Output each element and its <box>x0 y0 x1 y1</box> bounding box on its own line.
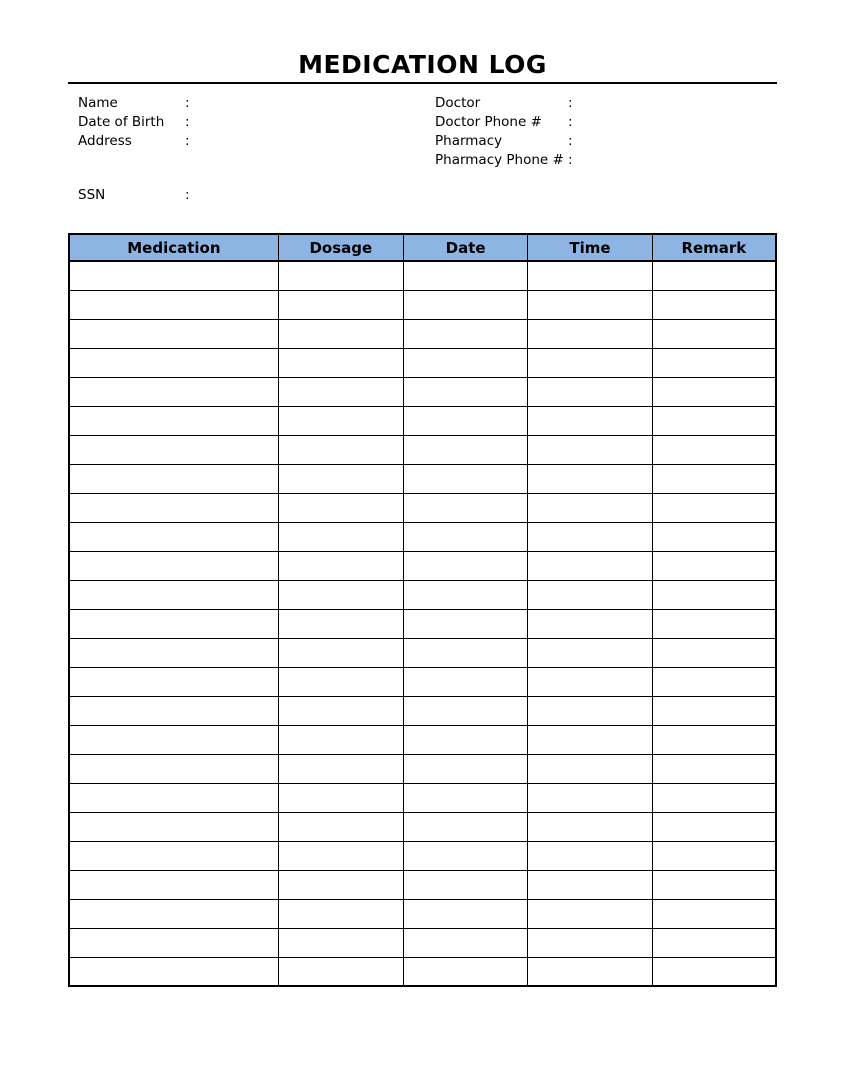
table-row <box>69 725 776 754</box>
table-row <box>69 957 776 986</box>
log-cell[interactable] <box>69 841 278 870</box>
log-cell[interactable] <box>403 812 527 841</box>
log-cell[interactable] <box>403 870 527 899</box>
log-cell[interactable] <box>652 899 776 928</box>
table-body <box>69 261 776 986</box>
log-cell[interactable] <box>528 406 652 435</box>
log-cell[interactable] <box>652 435 776 464</box>
address-colon: : <box>185 133 190 149</box>
doctor-phone-label: Doctor Phone # <box>435 114 542 130</box>
table-row <box>69 870 776 899</box>
log-cell[interactable] <box>403 725 527 754</box>
log-cell[interactable] <box>403 551 527 580</box>
log-cell[interactable] <box>278 609 403 638</box>
log-cell[interactable] <box>652 290 776 319</box>
log-cell[interactable] <box>403 609 527 638</box>
log-cell[interactable] <box>278 319 403 348</box>
log-cell[interactable] <box>69 580 278 609</box>
log-cell[interactable] <box>652 464 776 493</box>
log-cell[interactable] <box>278 348 403 377</box>
log-cell[interactable] <box>278 406 403 435</box>
log-cell[interactable] <box>69 667 278 696</box>
table-row <box>69 319 776 348</box>
table-row <box>69 928 776 957</box>
title-divider <box>68 82 777 84</box>
log-cell[interactable] <box>652 406 776 435</box>
log-cell[interactable] <box>528 812 652 841</box>
log-cell[interactable] <box>278 435 403 464</box>
log-cell[interactable] <box>403 957 527 986</box>
log-cell[interactable] <box>403 319 527 348</box>
log-cell[interactable] <box>278 899 403 928</box>
log-cell[interactable] <box>528 609 652 638</box>
table-row <box>69 841 776 870</box>
log-cell[interactable] <box>528 696 652 725</box>
table-row <box>69 696 776 725</box>
log-cell[interactable] <box>652 870 776 899</box>
log-cell[interactable] <box>403 899 527 928</box>
log-cell[interactable] <box>403 261 527 290</box>
log-cell[interactable] <box>528 319 652 348</box>
doctor-phone-value[interactable] <box>582 113 742 132</box>
table-row <box>69 406 776 435</box>
log-cell[interactable] <box>403 348 527 377</box>
date-of-birth-label: Date of Birth <box>78 114 165 130</box>
log-cell[interactable] <box>528 870 652 899</box>
log-cell[interactable] <box>69 638 278 667</box>
date-of-birth-field <box>78 113 359 132</box>
pharmacy-phone-value[interactable] <box>582 151 742 170</box>
table-row <box>69 667 776 696</box>
log-cell[interactable] <box>278 638 403 667</box>
log-cell[interactable] <box>528 464 652 493</box>
log-cell[interactable] <box>403 435 527 464</box>
ssn-label: SSN <box>78 187 106 203</box>
log-cell[interactable] <box>652 841 776 870</box>
pharmacy-phone-label: Pharmacy Phone # <box>435 152 564 168</box>
log-cell[interactable] <box>278 580 403 609</box>
pharmacy-value[interactable] <box>582 132 742 151</box>
log-cell[interactable] <box>652 609 776 638</box>
log-cell[interactable] <box>278 551 403 580</box>
log-cell[interactable] <box>652 319 776 348</box>
table-row <box>69 812 776 841</box>
log-cell[interactable] <box>278 841 403 870</box>
log-cell[interactable] <box>403 493 527 522</box>
log-cell[interactable] <box>403 696 527 725</box>
log-cell[interactable] <box>69 899 278 928</box>
log-cell[interactable] <box>528 377 652 406</box>
table-row <box>69 638 776 667</box>
log-cell[interactable] <box>403 406 527 435</box>
log-cell[interactable] <box>69 609 278 638</box>
log-cell[interactable] <box>403 667 527 696</box>
log-cell[interactable] <box>528 261 652 290</box>
log-cell[interactable] <box>528 493 652 522</box>
log-cell[interactable] <box>652 580 776 609</box>
doctor-label: Doctor <box>435 95 481 111</box>
log-cell[interactable] <box>528 928 652 957</box>
medication-table-wrap <box>68 233 777 987</box>
column-header: Date <box>403 234 527 261</box>
log-cell[interactable] <box>652 812 776 841</box>
log-cell[interactable] <box>528 638 652 667</box>
pharmacy-colon: : <box>568 133 573 149</box>
log-cell[interactable] <box>403 638 527 667</box>
log-cell[interactable] <box>528 580 652 609</box>
ssn-field <box>78 186 359 205</box>
log-cell[interactable] <box>69 551 278 580</box>
log-cell[interactable] <box>528 435 652 464</box>
pharmacy-field <box>435 132 742 151</box>
log-cell[interactable] <box>528 957 652 986</box>
table-row <box>69 261 776 290</box>
log-cell[interactable] <box>528 754 652 783</box>
column-header: Medication <box>69 234 278 261</box>
log-cell[interactable] <box>652 348 776 377</box>
log-cell[interactable] <box>278 696 403 725</box>
log-cell[interactable] <box>652 551 776 580</box>
log-cell[interactable] <box>278 928 403 957</box>
log-cell[interactable] <box>69 783 278 812</box>
table-header-row <box>69 234 776 261</box>
log-cell[interactable] <box>69 957 278 986</box>
log-cell[interactable] <box>69 435 278 464</box>
log-cell[interactable] <box>278 667 403 696</box>
table-row <box>69 580 776 609</box>
log-cell[interactable] <box>69 754 278 783</box>
log-cell[interactable] <box>528 551 652 580</box>
log-cell[interactable] <box>69 696 278 725</box>
log-cell[interactable] <box>278 870 403 899</box>
log-cell[interactable] <box>278 261 403 290</box>
log-cell[interactable] <box>528 290 652 319</box>
log-cell[interactable] <box>652 667 776 696</box>
log-cell[interactable] <box>403 580 527 609</box>
log-cell[interactable] <box>69 261 278 290</box>
page-title: MEDICATION LOG <box>298 50 547 79</box>
table-row <box>69 464 776 493</box>
date-of-birth-colon: : <box>185 114 190 130</box>
log-cell[interactable] <box>652 493 776 522</box>
column-header: Dosage <box>278 234 403 261</box>
log-cell[interactable] <box>278 754 403 783</box>
log-cell[interactable] <box>69 493 278 522</box>
log-cell[interactable] <box>278 957 403 986</box>
medication-table <box>68 233 777 987</box>
patient-info-right <box>435 94 742 170</box>
name-value[interactable] <box>199 94 359 113</box>
column-header: Time <box>528 234 652 261</box>
log-cell[interactable] <box>528 899 652 928</box>
name-label: Name <box>78 95 118 111</box>
table-row <box>69 754 776 783</box>
log-cell[interactable] <box>652 522 776 551</box>
date-of-birth-value[interactable] <box>199 113 359 132</box>
log-cell[interactable] <box>652 261 776 290</box>
log-cell[interactable] <box>652 783 776 812</box>
log-cell[interactable] <box>403 522 527 551</box>
log-cell[interactable] <box>278 290 403 319</box>
ssn-value[interactable] <box>199 186 359 205</box>
log-cell[interactable] <box>652 377 776 406</box>
table-row <box>69 377 776 406</box>
log-cell[interactable] <box>69 464 278 493</box>
address-value[interactable] <box>199 132 359 151</box>
table-row <box>69 899 776 928</box>
log-cell[interactable] <box>652 696 776 725</box>
log-cell[interactable] <box>403 783 527 812</box>
log-cell[interactable] <box>403 377 527 406</box>
log-cell[interactable] <box>652 928 776 957</box>
table-row <box>69 783 776 812</box>
table-row <box>69 609 776 638</box>
doctor-field <box>435 94 742 113</box>
doctor-phone-field <box>435 113 742 132</box>
log-cell[interactable] <box>278 464 403 493</box>
table-row <box>69 435 776 464</box>
pharmacy-phone-field <box>435 151 742 170</box>
log-cell[interactable] <box>69 725 278 754</box>
log-cell[interactable] <box>652 957 776 986</box>
log-cell[interactable] <box>69 928 278 957</box>
log-cell[interactable] <box>278 522 403 551</box>
log-cell[interactable] <box>278 812 403 841</box>
table-row <box>69 551 776 580</box>
log-cell[interactable] <box>528 348 652 377</box>
log-cell[interactable] <box>278 725 403 754</box>
ssn-block <box>78 186 359 205</box>
column-header: Remark <box>652 234 776 261</box>
log-cell[interactable] <box>278 493 403 522</box>
log-cell[interactable] <box>278 783 403 812</box>
log-cell[interactable] <box>69 406 278 435</box>
log-cell[interactable] <box>528 783 652 812</box>
log-cell[interactable] <box>528 667 652 696</box>
log-cell[interactable] <box>69 870 278 899</box>
log-cell[interactable] <box>403 464 527 493</box>
patient-info-left <box>78 94 359 151</box>
log-cell[interactable] <box>652 754 776 783</box>
log-cell[interactable] <box>403 754 527 783</box>
pharmacy-phone-colon: : <box>568 152 573 168</box>
log-cell[interactable] <box>69 522 278 551</box>
ssn-colon: : <box>185 187 190 203</box>
log-cell[interactable] <box>69 290 278 319</box>
log-cell[interactable] <box>403 928 527 957</box>
address-label: Address <box>78 133 132 149</box>
log-cell[interactable] <box>652 725 776 754</box>
log-cell[interactable] <box>69 348 278 377</box>
name-field <box>78 94 359 113</box>
doctor-value[interactable] <box>582 94 742 113</box>
log-cell[interactable] <box>403 841 527 870</box>
log-cell[interactable] <box>69 812 278 841</box>
log-cell[interactable] <box>652 638 776 667</box>
doctor-colon: : <box>568 95 573 111</box>
table-row <box>69 493 776 522</box>
log-cell[interactable] <box>528 522 652 551</box>
log-cell[interactable] <box>278 377 403 406</box>
name-colon: : <box>185 95 190 111</box>
pharmacy-label: Pharmacy <box>435 133 503 149</box>
table-row <box>69 290 776 319</box>
log-cell[interactable] <box>528 725 652 754</box>
log-cell[interactable] <box>403 290 527 319</box>
log-cell[interactable] <box>69 319 278 348</box>
address-field <box>78 132 359 151</box>
table-row <box>69 348 776 377</box>
table-row <box>69 522 776 551</box>
log-cell[interactable] <box>528 841 652 870</box>
doctor-phone-colon: : <box>568 114 573 130</box>
log-cell[interactable] <box>69 377 278 406</box>
